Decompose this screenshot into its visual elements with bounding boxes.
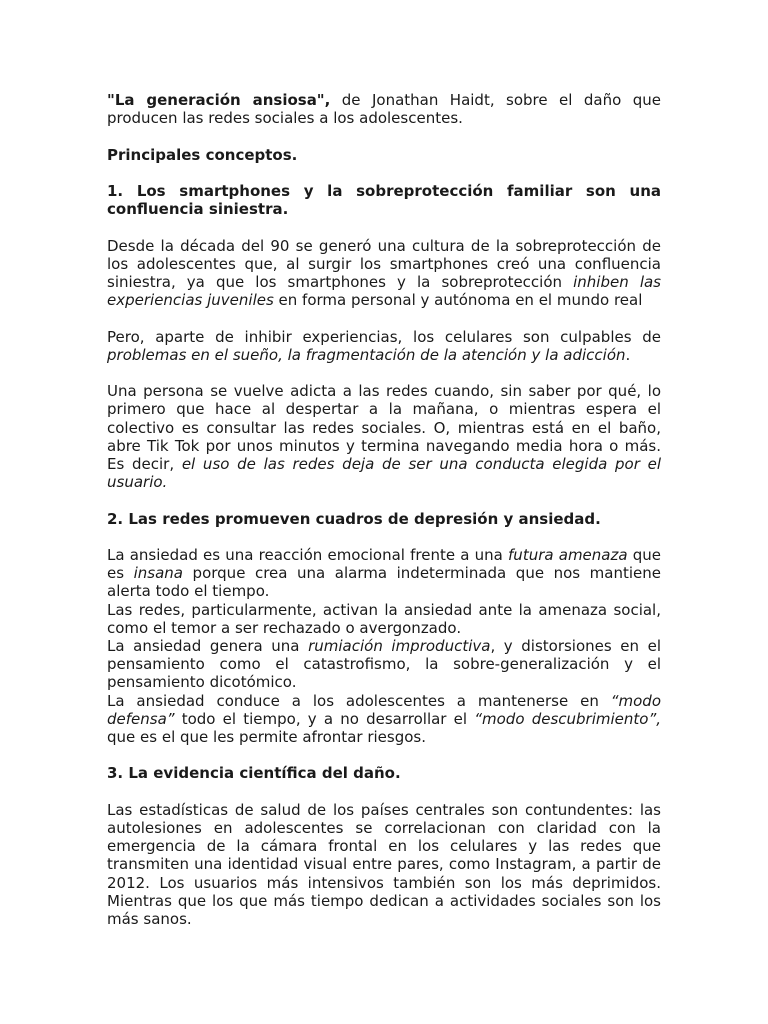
section3-paragraph-1: Las estadísticas de salud de los países centrales son contundentes: las autolesiones en adolescentes se correlacionan con claridad con la emergencia de la cámara frontal en los celulares y las redes que transmiten una identidad visual entre pares, como Instagram, a partir de 2012. Los usuarios más intensivos también son los más deprimidos. Mientras que los que más tiempo dedican a actividades sociales son los más sanos.: [107, 800, 661, 928]
s1p1-emphasis: inhiben las experiencias juveniles: [107, 272, 661, 310]
s2p4-emphasis-1: “modo defensa”: [107, 691, 661, 728]
s2p4-text-c: todo el tiempo, y a no desarrollar el: [174, 709, 475, 728]
section2-heading: 2. Las redes promueven cuadros de depresión y ansiedad.: [107, 509, 601, 528]
s1p2-emphasis: problemas en el sueño, la fragmentación de la atención y la adicción: [107, 345, 626, 364]
section2-paragraph-2: Las redes, particularmente, activan la ansiedad ante la amenaza social, como el temor a ser rechazado o avergonzado.: [107, 600, 661, 637]
intro-paragraph: [107, 91, 661, 127]
s1p3-text-a: Una persona se vuelve adicta a las redes cuando, sin saber por qué, lo primero que hace al despertar a la mañana, o mientras espera el colectivo es consultar las redes sociales. O, mientras está en el baño, abre Tik Tok por unos minutos y termina navegando media hora o más. Es decir,: [107, 382, 661, 473]
section2-paragraph-4: [107, 692, 661, 747]
s2p3-emphasis: rumiación improductiva: [308, 636, 491, 655]
s2p4-text-a: La ansiedad conduce a los adolescentes a mantenerse en: [107, 691, 611, 710]
document-page: [107, 91, 661, 928]
section1-heading: 1. Los smartphones y la sobreprotección familiar son una confluencia siniestra.: [107, 181, 661, 219]
s1p1-text-c: en forma personal y autónoma en el mundo real: [273, 291, 643, 310]
section1-paragraph-3: [107, 382, 661, 491]
section1-paragraph-1: [107, 237, 661, 310]
s2p4-emphasis-2: “modo descubrimiento”,: [474, 709, 661, 728]
s2p1-text-e: porque crea una alarma indeterminada que nos mantiene alerta todo el tiempo.: [107, 564, 661, 601]
section2-paragraph-1: [107, 546, 661, 601]
s2p3-text-a: La ansiedad genera una: [107, 636, 309, 655]
book-title: "La generación ansiosa",: [107, 91, 331, 109]
s2p3-text-c: , y distorsiones en el pensamiento como el catastrofismo, la sobre-generalización y el pensamiento dicotómico.: [107, 636, 661, 692]
s1p3-emphasis: el uso de las redes deja de ser una conducta elegida por el usuario.: [107, 454, 661, 492]
section2-paragraph-3: [107, 637, 661, 692]
s2p1-text-c: que es: [107, 545, 661, 583]
s2p1-text-a: La ansiedad es una reacción emocional frente a una: [107, 545, 509, 564]
s2p4-text-e: que es el que les permite afrontar riesgos.: [107, 728, 426, 746]
s1p1-text-a: Desde la década del 90 se generó una cultura de la sobreprotección de los adolescentes que, al surgir los smartphones creó una confluencia siniestra, ya que los smartphones y la sobreprotección: [107, 236, 661, 291]
main-heading: Principales conceptos.: [107, 145, 298, 164]
s2p1-emphasis-2: insana: [133, 564, 183, 583]
s2p1-emphasis-1: futura amenaza: [508, 545, 628, 564]
s1p2-text-a: Pero, aparte de inhibir experiencias, los celulares son culpables de: [107, 327, 661, 346]
s1p2-text-c: .: [625, 345, 631, 364]
section3-heading: 3. La evidencia científica del daño.: [107, 764, 401, 783]
section1-paragraph-2: [107, 328, 661, 364]
intro-text: de Jonathan Haidt, sobre el daño que producen las redes sociales a los adolescentes.: [107, 91, 661, 128]
